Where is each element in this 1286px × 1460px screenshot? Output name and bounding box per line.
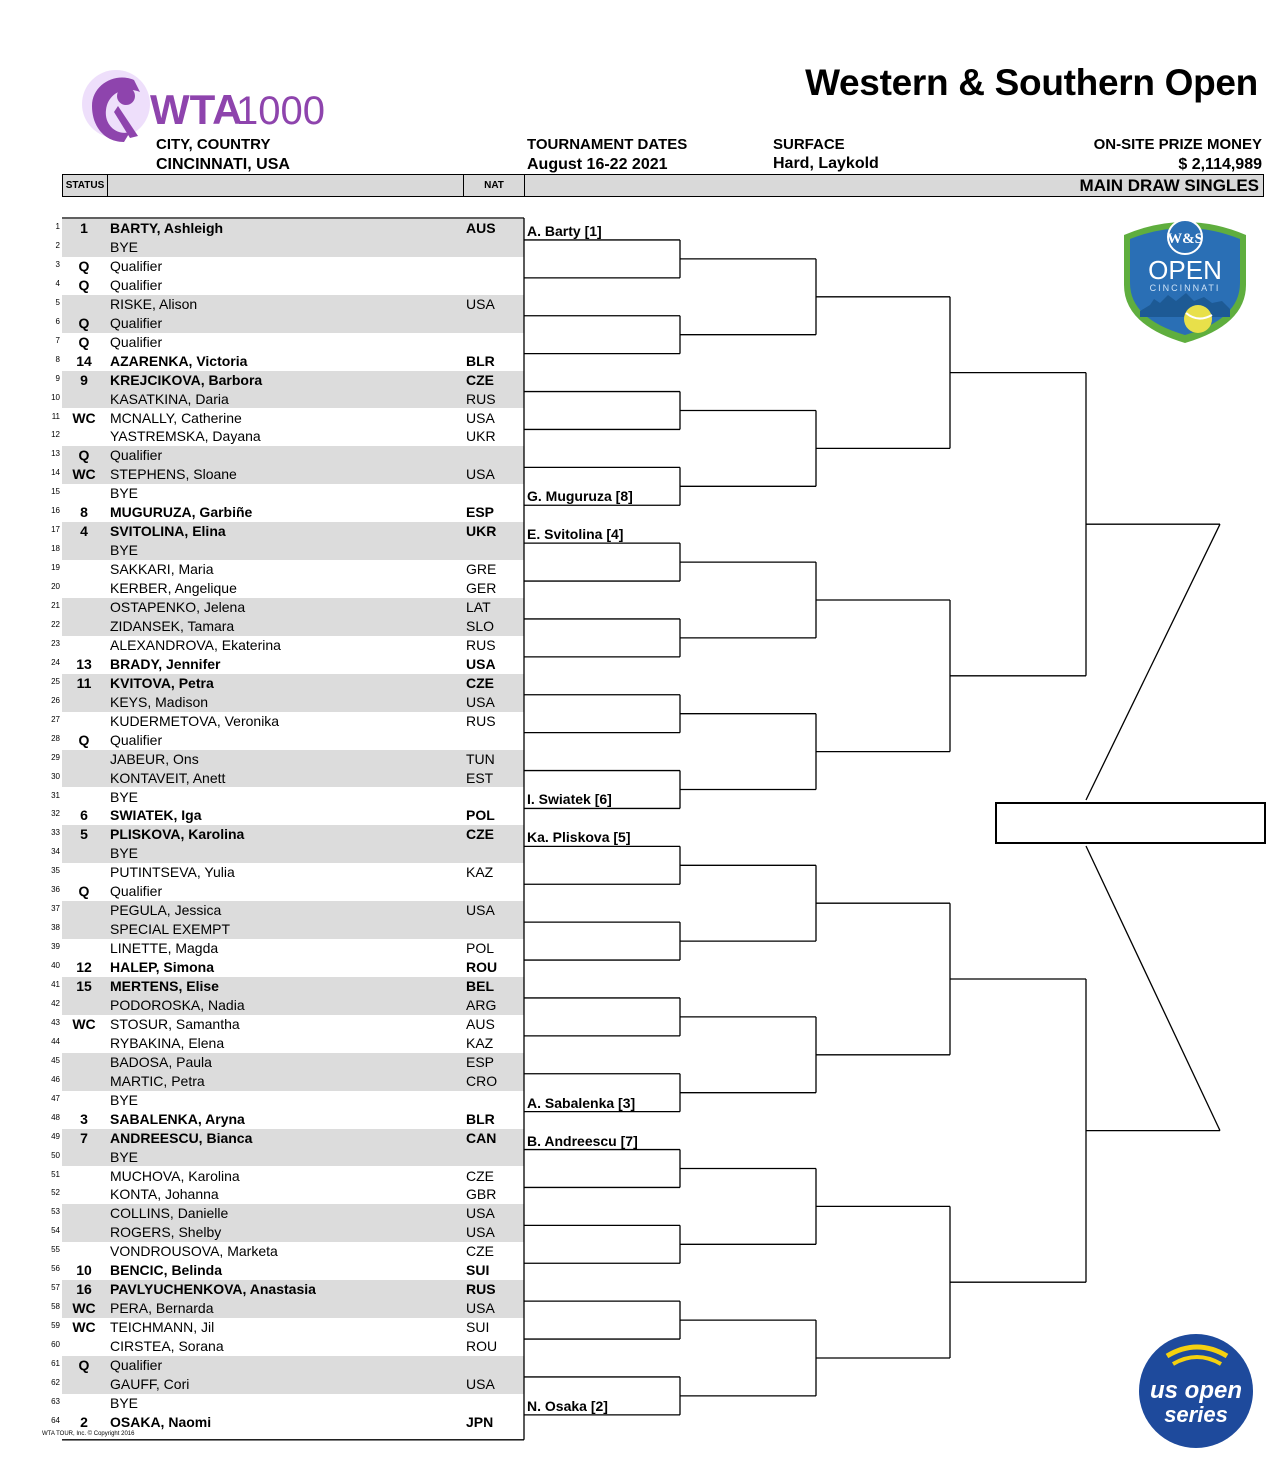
player-nationality: USA bbox=[466, 693, 495, 710]
player-nationality: CAN bbox=[466, 1129, 497, 1146]
player-nationality: CZE bbox=[466, 674, 494, 691]
player-name: CIRSTEA, Sorana bbox=[110, 1338, 224, 1355]
draw-position: 20 bbox=[51, 582, 60, 592]
entry-status: 15 bbox=[76, 978, 92, 994]
player-nationality: JPN bbox=[466, 1413, 494, 1430]
player-nationality: BEL bbox=[466, 978, 494, 994]
logo-number-text: 1000 bbox=[236, 89, 325, 133]
draw-position: 4 bbox=[55, 278, 60, 288]
prize-label: ON-SITE PRIZE MONEY bbox=[1093, 136, 1262, 153]
draw-position: 54 bbox=[51, 1226, 60, 1236]
draw-position: 57 bbox=[51, 1283, 60, 1293]
player-name: JABEUR, Ons bbox=[110, 750, 199, 767]
player-nationality: RUS bbox=[466, 636, 496, 653]
player-name: PAVLYUCHENKOVA, Anastasia bbox=[110, 1281, 316, 1298]
player-nationality: CZE bbox=[466, 1243, 494, 1260]
draw-position: 61 bbox=[51, 1359, 60, 1368]
player-nationality: USA bbox=[466, 1224, 495, 1241]
player-nationality: SUI bbox=[466, 1262, 490, 1279]
entry-status: Q bbox=[78, 731, 90, 748]
entry-status: Q bbox=[78, 883, 90, 900]
entry-status: Q bbox=[78, 257, 90, 274]
player-nationality: POL bbox=[466, 807, 495, 824]
player-name: KONTAVEIT, Anett bbox=[110, 769, 226, 786]
draw-position: 36 bbox=[51, 885, 60, 895]
draw-position: 7 bbox=[55, 335, 60, 345]
player-nationality: RUS bbox=[466, 1281, 496, 1298]
player-nationality: POL bbox=[466, 940, 495, 957]
player-name: ALEXANDROVA, Ekaterina bbox=[110, 636, 281, 653]
player-name: SPECIAL EXEMPT bbox=[110, 921, 231, 938]
ws-city-text: CINCINNATI bbox=[1149, 283, 1221, 293]
draw-position: 27 bbox=[51, 714, 60, 724]
player-name: ANDREESCU, Bianca bbox=[110, 1129, 253, 1146]
tournament-title: Western & Southern Open bbox=[805, 62, 1258, 103]
city-value: CINCINNATI, USA bbox=[156, 156, 290, 173]
player-name: SWIATEK, Iga bbox=[110, 807, 202, 824]
player-nationality: CRO bbox=[466, 1072, 498, 1089]
draw-position: 60 bbox=[51, 1340, 60, 1350]
dates-value: August 16-22 2021 bbox=[527, 156, 668, 173]
draw-position: 33 bbox=[51, 828, 60, 838]
player-nationality: CZE bbox=[466, 1167, 494, 1184]
entry-status: 6 bbox=[80, 807, 88, 824]
player-nationality: GRE bbox=[466, 561, 497, 578]
round2-player: N. Osaka [2] bbox=[527, 1397, 608, 1414]
player-name: OSAKA, Naomi bbox=[110, 1413, 212, 1430]
draw-position: 6 bbox=[55, 316, 60, 326]
status-header: STATUS bbox=[63, 175, 108, 196]
player-nationality: BLR bbox=[466, 352, 495, 369]
player-name: KREJCIKOVA, Barbora bbox=[110, 371, 263, 388]
player-nationality: ARG bbox=[466, 996, 497, 1013]
player-name: SVITOLINA, Elina bbox=[110, 523, 226, 540]
player-name: BADOSA, Paula bbox=[110, 1053, 212, 1070]
player-nationality: LAT bbox=[466, 599, 491, 615]
player-nationality: USA bbox=[466, 1375, 495, 1392]
player-name: SAKKARI, Maria bbox=[110, 561, 214, 578]
player-name: Qualifier bbox=[110, 257, 163, 274]
player-name: Qualifier bbox=[110, 276, 163, 293]
entry-status: 7 bbox=[80, 1129, 88, 1146]
entry-status: WC bbox=[72, 1319, 96, 1336]
player-nationality: ESP bbox=[466, 504, 495, 521]
player-name: BYE bbox=[110, 845, 139, 862]
nat-header: NAT bbox=[464, 175, 525, 196]
round2-player: I. Swiatek [6] bbox=[527, 791, 612, 808]
player-name: MARTIC, Petra bbox=[110, 1072, 205, 1089]
player-name: BARTY, Ashleigh bbox=[110, 220, 224, 236]
surface-value: Hard, Laykold bbox=[773, 155, 879, 172]
player-name: SABALENKA, Aryna bbox=[110, 1110, 245, 1127]
draw-position: 17 bbox=[51, 525, 60, 535]
draw-position: 52 bbox=[51, 1188, 60, 1198]
player-name: MUCHOVA, Karolina bbox=[110, 1167, 240, 1184]
entry-status: WC bbox=[72, 1300, 96, 1317]
draw-position: 14 bbox=[51, 468, 60, 478]
draw-position: 45 bbox=[51, 1055, 60, 1065]
player-nationality: ROU bbox=[466, 959, 498, 976]
player-nationality: GBR bbox=[466, 1186, 497, 1203]
player-name: RISKE, Alison bbox=[110, 295, 198, 312]
city-label: CITY, COUNTRY bbox=[156, 136, 271, 153]
player-name: ROGERS, Shelby bbox=[110, 1224, 222, 1241]
player-name: VONDROUSOVA, Marketa bbox=[110, 1243, 278, 1260]
player-name: BRADY, Jennifer bbox=[110, 655, 221, 672]
player-name: MCNALLY, Catherine bbox=[110, 409, 242, 426]
draw-position: 48 bbox=[51, 1112, 60, 1122]
player-name: PUTINTSEVA, Yulia bbox=[110, 864, 235, 881]
player-name: Qualifier bbox=[110, 731, 163, 748]
ws-text: W&S bbox=[1167, 231, 1203, 247]
entry-status: 3 bbox=[80, 1110, 88, 1127]
entry-status: 11 bbox=[76, 674, 92, 691]
player-name: TEICHMANN, Jil bbox=[110, 1319, 215, 1336]
player-nationality: TUN bbox=[466, 750, 495, 767]
draw-position: 40 bbox=[51, 961, 60, 971]
player-nationality: USA bbox=[466, 409, 495, 426]
entry-status: 4 bbox=[80, 523, 88, 540]
player-name: STEPHENS, Sloane bbox=[110, 466, 237, 483]
draw-position: 55 bbox=[51, 1245, 60, 1255]
player-nationality: SUI bbox=[466, 1319, 490, 1336]
uso-text-2: series bbox=[1164, 1402, 1228, 1427]
player-name: PODOROSKA, Nadia bbox=[110, 996, 245, 1013]
prize-value: $ 2,114,989 bbox=[1178, 156, 1262, 173]
entry-status: 1 bbox=[80, 220, 88, 236]
draw-position: 64 bbox=[51, 1415, 60, 1425]
player-name: PEGULA, Jessica bbox=[110, 902, 222, 919]
draw-position: 51 bbox=[51, 1169, 60, 1179]
draw-position: 24 bbox=[51, 657, 60, 667]
player-name: Qualifier bbox=[110, 314, 163, 331]
ws-open-cincinnati-logo bbox=[1120, 215, 1250, 345]
draw-position: 38 bbox=[51, 923, 60, 933]
entry-status: Q bbox=[78, 276, 90, 293]
player-nationality: USA bbox=[466, 902, 495, 919]
player-nationality: EST bbox=[466, 769, 494, 786]
player-name: KVITOVA, Petra bbox=[110, 674, 214, 691]
draw-position: 41 bbox=[51, 980, 60, 989]
player-nationality: AUS bbox=[466, 1015, 495, 1032]
player-name: PLISKOVA, Karolina bbox=[110, 826, 245, 843]
draw-position: 59 bbox=[51, 1321, 60, 1331]
draw-position: 29 bbox=[51, 752, 60, 762]
player-nationality: KAZ bbox=[466, 864, 494, 881]
entry-status: WC bbox=[72, 409, 96, 426]
player-name: MUGURUZA, Garbiñe bbox=[110, 504, 253, 521]
entry-status: WC bbox=[72, 466, 96, 483]
entry-status: Q bbox=[78, 333, 90, 350]
draw-position: 13 bbox=[51, 449, 60, 459]
player-nationality: USA bbox=[466, 655, 496, 672]
player-nationality: ESP bbox=[466, 1053, 495, 1070]
player-nationality: UKR bbox=[466, 523, 497, 540]
draw-position: 34 bbox=[51, 847, 60, 857]
entry-status: 13 bbox=[76, 655, 92, 672]
draw-position: 12 bbox=[51, 430, 60, 440]
draw-position: 1 bbox=[55, 222, 60, 231]
player-name: KEYS, Madison bbox=[110, 693, 209, 710]
entry-status: WC bbox=[72, 1015, 96, 1032]
draw-position: 47 bbox=[51, 1093, 60, 1103]
player-name: LINETTE, Magda bbox=[110, 940, 219, 957]
player-nationality: KAZ bbox=[466, 1034, 494, 1051]
draw-position: 35 bbox=[51, 866, 60, 876]
main-draw-title: MAIN DRAW SINGLES bbox=[1079, 176, 1259, 195]
player-name: Qualifier bbox=[110, 333, 163, 350]
player-name: BENCIC, Belinda bbox=[110, 1262, 223, 1279]
draw-position: 9 bbox=[55, 373, 60, 383]
draw-position: 58 bbox=[51, 1302, 60, 1312]
draw-position: 42 bbox=[51, 998, 60, 1008]
draw-position: 21 bbox=[51, 601, 60, 610]
player-name: COLLINS, Danielle bbox=[110, 1205, 229, 1222]
final-connector bbox=[1086, 846, 1220, 1131]
player-nationality: CZE bbox=[466, 371, 494, 388]
draw-position: 18 bbox=[51, 544, 60, 554]
draw-position: 44 bbox=[51, 1036, 60, 1046]
player-name: ZIDANSEK, Tamara bbox=[110, 617, 235, 634]
draw-position: 43 bbox=[51, 1017, 60, 1027]
draw-position: 2 bbox=[55, 240, 60, 250]
player-nationality: CZE bbox=[466, 826, 494, 843]
player-name: BYE bbox=[110, 1091, 139, 1108]
player-name: BYE bbox=[110, 542, 139, 559]
player-name: BYE bbox=[110, 238, 139, 255]
player-nationality: BLR bbox=[466, 1110, 495, 1127]
entry-status: Q bbox=[78, 314, 90, 331]
entry-status: 10 bbox=[76, 1262, 92, 1279]
entry-status: 9 bbox=[80, 371, 88, 388]
draw-position: 31 bbox=[51, 790, 60, 800]
draw-position: 22 bbox=[51, 619, 60, 629]
draw-position: 5 bbox=[55, 297, 60, 307]
round2-player: B. Andreescu [7] bbox=[527, 1132, 638, 1149]
player-nationality: GER bbox=[466, 580, 497, 597]
draw-position: 25 bbox=[51, 676, 60, 686]
player-name: Qualifier bbox=[110, 1357, 163, 1373]
player-nationality: USA bbox=[466, 1205, 495, 1222]
draw-position: 10 bbox=[51, 392, 60, 402]
player-name: Qualifier bbox=[110, 447, 163, 464]
draw-position: 15 bbox=[51, 487, 60, 497]
draw-position: 56 bbox=[51, 1264, 60, 1274]
player-nationality: AUS bbox=[466, 220, 496, 236]
player-name: MERTENS, Elise bbox=[110, 978, 219, 994]
player-nationality: USA bbox=[466, 466, 495, 483]
round2-player: Ka. Pliskova [5] bbox=[527, 829, 631, 846]
player-nationality: USA bbox=[466, 1300, 495, 1317]
dates-label: TOURNAMENT DATES bbox=[527, 136, 688, 153]
draw-position: 30 bbox=[51, 771, 60, 781]
draw-position: 62 bbox=[51, 1377, 60, 1387]
entry-status: 2 bbox=[80, 1413, 88, 1430]
draw-position: 46 bbox=[51, 1074, 60, 1084]
entry-status: 12 bbox=[76, 959, 92, 976]
entry-status: 14 bbox=[76, 352, 92, 369]
player-nationality: RUS bbox=[466, 390, 496, 407]
draw-position: 53 bbox=[51, 1207, 60, 1217]
player-name: OSTAPENKO, Jelena bbox=[110, 599, 246, 615]
player-name: KERBER, Angelique bbox=[110, 580, 237, 597]
player-name: GAUFF, Cori bbox=[110, 1375, 190, 1392]
entry-status: Q bbox=[78, 447, 90, 464]
copyright-text: WTA TOUR, Inc. © Copyright 2016 bbox=[42, 1431, 135, 1437]
player-name: BYE bbox=[110, 1394, 139, 1411]
logo-wta-text: WTA bbox=[150, 86, 243, 133]
player-name: KUDERMETOVA, Veronika bbox=[110, 712, 280, 729]
player-name: BYE bbox=[110, 485, 139, 502]
player-name: STOSUR, Samantha bbox=[110, 1015, 240, 1032]
ws-open-text: OPEN bbox=[1148, 255, 1222, 285]
draw-position: 3 bbox=[55, 259, 60, 269]
player-name: KASATKINA, Daria bbox=[110, 390, 229, 407]
entry-status: Q bbox=[78, 1357, 90, 1373]
entry-status: 8 bbox=[80, 504, 88, 521]
round2-player: E. Svitolina [4] bbox=[527, 526, 624, 543]
entry-status: 16 bbox=[76, 1281, 92, 1298]
player-name: BYE bbox=[110, 788, 139, 805]
player-nationality: SLO bbox=[466, 617, 495, 634]
draw-position: 50 bbox=[51, 1150, 60, 1160]
draw-position: 39 bbox=[51, 942, 60, 952]
player-name: HALEP, Simona bbox=[110, 959, 214, 976]
player-name: RYBAKINA, Elena bbox=[110, 1034, 225, 1051]
surface-label: SURFACE bbox=[773, 136, 845, 153]
draw-position: 16 bbox=[51, 506, 60, 516]
player-nationality: USA bbox=[466, 295, 495, 312]
player-nationality: UKR bbox=[466, 428, 496, 445]
player-name: AZARENKA, Victoria bbox=[110, 352, 248, 369]
final-connector bbox=[1086, 524, 1220, 800]
draw-position: 23 bbox=[51, 638, 60, 648]
draw-position: 28 bbox=[51, 733, 60, 743]
entry-status: 5 bbox=[80, 826, 88, 843]
us-open-series-logo bbox=[1135, 1332, 1257, 1450]
player-name: KONTA, Johanna bbox=[110, 1186, 219, 1203]
round2-player: G. Muguruza [8] bbox=[527, 488, 633, 505]
champion-box bbox=[995, 802, 1266, 844]
draw-position: 49 bbox=[51, 1131, 60, 1141]
player-name: Qualifier bbox=[110, 883, 163, 900]
round2-player: A. Sabalenka [3] bbox=[527, 1094, 636, 1111]
draw-position: 11 bbox=[51, 411, 60, 421]
draw-position: 26 bbox=[51, 695, 60, 705]
player-name: YASTREMSKA, Dayana bbox=[110, 428, 261, 445]
uso-text-1: us open bbox=[1149, 1377, 1243, 1404]
player-nationality: RUS bbox=[466, 712, 496, 729]
player-nationality: ROU bbox=[466, 1338, 498, 1355]
player-name: BYE bbox=[110, 1148, 139, 1165]
player-name: PERA, Bernarda bbox=[110, 1300, 214, 1317]
draw-position: 8 bbox=[55, 354, 60, 364]
draw-position: 63 bbox=[51, 1396, 60, 1406]
round2-player: A. Barty [1] bbox=[527, 222, 602, 239]
draw-position: 37 bbox=[51, 904, 60, 914]
draw-position: 19 bbox=[51, 563, 60, 573]
draw-position: 32 bbox=[51, 809, 60, 819]
